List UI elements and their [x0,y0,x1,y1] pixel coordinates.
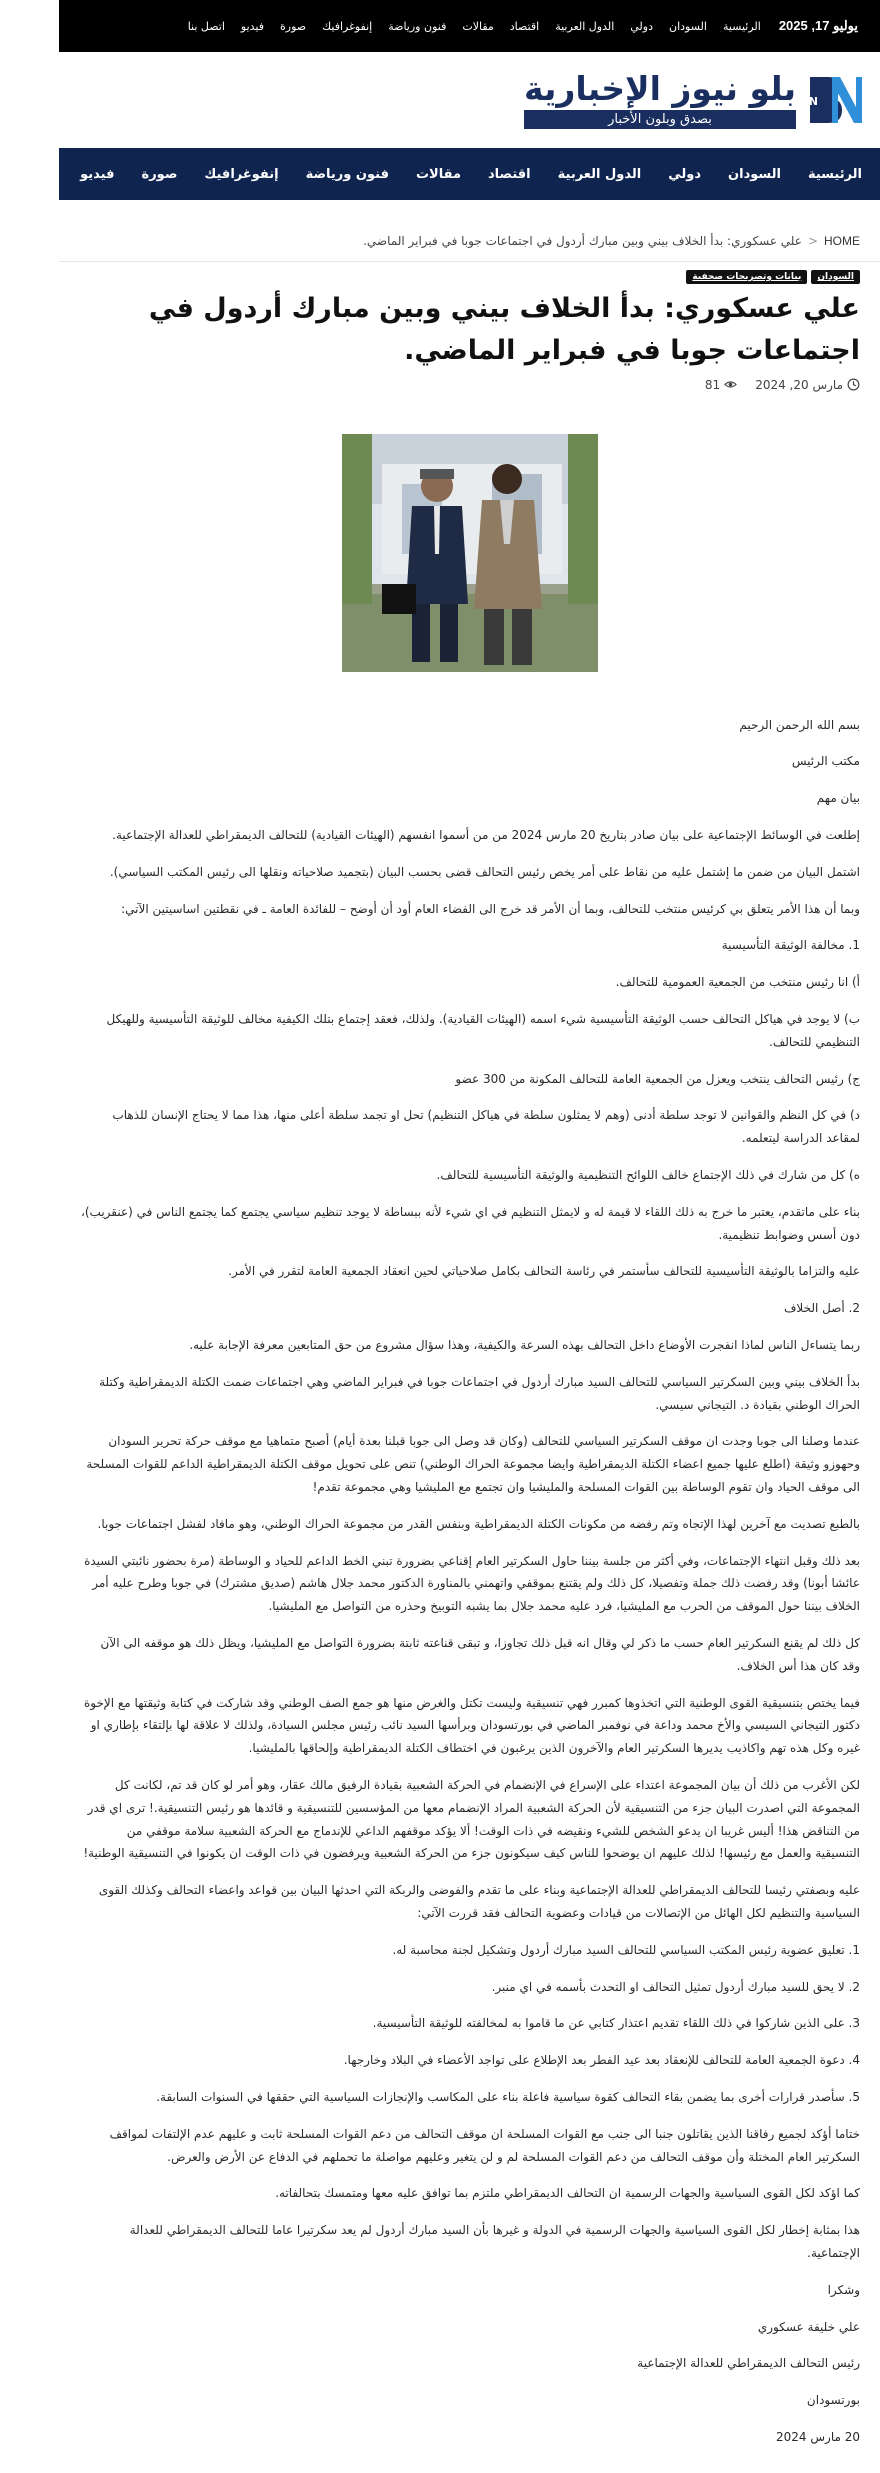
clock-icon [847,378,860,391]
article-paragraph: علي خليفة عسكوري [757,2319,860,2334]
article-paragraph: بيان مهم [816,791,860,806]
article-paragraph: 1. تعليق عضوية رئيس المكتب السياسي للتحالف السيد مبارك أردول وتشكيل لجنة محاسبة له. [392,1942,860,1957]
top-link[interactable]: مقالات [462,19,494,33]
article-image-wrapper [79,434,860,672]
current-date: يوليو 17, 2025 [778,18,858,33]
header [59,52,880,148]
article-paragraph: فيما يختص بتنسيقية القوى الوطنية التي اتخذوها كمبرر فهي تنسيقية وليست تكتل والغرض منها هو جمع الصف الوطني وقد شاركت في كتابة وثيقتها مع الإخوة دكتور التيجاني السيسي والأخ محمد وداعة في نوفمبر الماضي في بورتسودان وبرأسها السيد نائب رئيس مجلس السيادة، ولذلك لا علاقة لها بإلتقاء بإطاري او غيره وكل هذه تهم واكاذيب يديرها السكرتير العام والآخرون الذين يرغبون في اختطاف الكتلة الديمقراطية وإلحاقها بالمليشيا. [84,1695,860,1756]
article-paragraph: عندما وصلنا الى جوبا وجدت ان موقف السكرتير السياسي للتحالف (وكان قد وصل الى جوبا قبلنا بعدة أيام) أصبح متماهيا مع موقف حركة تحرير السودان وحهوزو وثيقة (اطلع عليها جميع اعضاء الكتلة الديمقراطية وايضا مجموعة الحراك الوطني) تنص على تحويل موقف الكتلة الديمقراطية الداعم للقوات المسلحة الى موقف الحياد وان تقوم الوساطة بين القوات المسلحة والمليشيا وان تجتمع مع المليشيا وهي مجموعة تقدم! [86,1434,860,1495]
nav-item[interactable]: دولي [668,166,702,182]
article-paragraph: بورتسودان [806,2393,860,2408]
bn-logo-icon [800,71,864,129]
article-paragraph: 5. سأصدر قرارات أخرى بما يضمن بقاء التحالف كقوة سياسية فاعلة بناء على المكاسب والإنجازات السياسية التي حققها في السنوات السابقة. [156,2089,860,2104]
category-badge[interactable]: بيانات وتصريحات صحفية [686,270,807,284]
top-link[interactable]: الرئيسية [722,19,761,33]
article-paragraph: 20 مارس 2024 [776,2429,860,2444]
nav-item[interactable]: الرئيسية [807,166,862,182]
site-title: بلو نيوز الإخبارية [523,69,796,109]
nav-item[interactable]: مقالات [415,166,461,182]
article-paragraph: ختاما أؤكد لجميع رفاقنا الذين يقاتلون جنبا الى جنب مع القوات المسلحة ان موقف التحالف من دعم القوات المسلحة ثابت و عليهم عدم الإلتفات لمواقف السكرتير العام المختلة وأن موقف التحالف من دعم القوات المسلحة لم و لن يتغير وعليهم مواصلة ما تحملهم في الدفاع عن الأرض والعرض. [109,2126,860,2164]
top-link[interactable]: إنفوغرافيك [322,19,373,33]
article-paragraph: لكن الأغرب من ذلك أن بيان المجموعة اعتداء على الإسراع في الإنضمام في الحركة الشعبية بقيادة الرفيق مالك عقار، وهو أمر لو كان قد تم، لكانت كل المجموعة التي اصدرت البيان جزء من التنسيقية لأن الحركة الشعبية المراد الإنضمام معها من المؤسسين للتنسيقية و قائدها هو رئيس التنسيقية.! ترى اي قدر من التناقض هذا! أليس غريبا ان يدعو الشخص للشيء ونقيضه في ذات الوقت! ألا يؤكد موقفهم الداعي للإندماج مع الحركة الشعبية سلامة موقفي من التنسيقية والعمل مع رئيسها! لذلك عليهم ان يوضحوا للناس كيف سيكونون جزء من الحركة الشعبية ويرفضون في ذات الوقت ان يكونوا في التنسيقية الوطنية! [83,1777,860,1861]
nav-item[interactable]: فنون ورياضة [305,166,389,182]
nav-item[interactable]: اتصل بنا [0,166,54,182]
site-logo[interactable] [524,71,864,129]
article-body [79,714,860,2473]
article-paragraph: كل ذلك لم يقنع السكرتير العام حسب ما ذكر لي وقال انه قبل ذلك تجاوزا، و تبقى قناعته ثابتة بضرورة التواصل مع المليشيا، ويظل ذلك هو موقفه الى الآن وقد كان هذا أس الخلاف. [100,1636,860,1673]
article-paragraph: بعد ذلك وقبل انتهاء الإجتماعات، وفي أكثر من جلسة بيننا حاول السكرتير العام إقناعي بضرورة تبني الخط الداعم للحياد و الوساطة (مرة بحضور نائبتي السيدة عائشا أبونا) وقد رفضت ذلك جملة وتفصيلا، كل ذلك ولم يقتنع بموقفي واتهمني بالمناورة الدكتور محمد جلال هاشم (صديق مشترك) في جوبا وطرح عليه أمر الخلاف بيننا حول الموقف من الحرب مع المليشيا، فرد عليه محمد جلال بما يشبه التوبيخ وحذره من التواصل مع المليشيا. [84,1553,860,1614]
eye-icon [724,378,737,391]
article-paragraph: ج) رئيس التحالف ينتخب ويعزل من الجمعية العامة للتحالف المكونة من 300 عضو [455,1071,860,1086]
article-paragraph: كما اؤكد لكل القوى السياسية والجهات الرسمية ان التحالف الديمقراطي ملتزم بما توافق عليه معها ومتمسك بتحالفاته. [275,2186,860,2201]
article-paragraph: بسم الله الرحمن الرحيم [739,717,860,732]
article-paragraph: بدأ الخلاف بيني وبين السكرتير السياسي للتحالف السيد مبارك أردول في اجتماعات جوبا في فبراير الماضي وهي اجتماعات ضمت الكتلة الديمقراطية وكتلة الحراك الوطني بقيادة د. التيجاني سيسي. [99,1374,860,1412]
svg-text:BN: BN [800,95,818,108]
article-paragraph: عليه والتزاما بالوثيقة التأسيسية للتحالف سأستمر في رئاسة التحالف بكامل صلاحياتي لحين انعقاد الجمعية العامة لتقرر في الأمر. [228,1264,860,1279]
article-meta [79,378,860,392]
article-paragraph: أ) انا رئيس منتخب من الجمعية العمومية للتحالف. [615,975,860,990]
nav-item[interactable]: إنفوغرافيك [204,166,279,182]
article-categories [79,270,860,284]
breadcrumb-home[interactable]: HOME [824,234,860,248]
article-paragraph: ربما يتساءل الناس لماذا انفجرت الأوضاع داخل التحالف بهذه السرعة والكيفية، وهذا سؤال مشروع من حق المتابعين معرفة الإجابة عليه. [189,1338,860,1353]
article-paragraph: رئيس التحالف الديمقراطي للعدالة الإجتماعية [637,2356,860,2371]
nav-item[interactable]: الدول العربية [557,166,642,182]
article-paragraph: بالطبع تصديت مع آخرين لهذا الإتجاه وتم رفضه من مكونات الكتلة الديمقراطية وبنفس القدر من مجموعة الحراك الوطني، وهو مافاد لفشل اجتماعات جوبا. [97,1516,860,1531]
nav-item[interactable]: صورة [141,166,178,182]
article-paragraph: ه) كل من شارك في ذلك الإجتماع خالف اللوائح التنظيمية والوثيقة التأسيسية للتحالف. [436,1168,860,1183]
top-link[interactable]: دولي [630,19,653,33]
article-paragraph: وشكرا [827,2282,860,2297]
article-paragraph: 4. دعوة الجمعية العامة للتحالف للإنعقاد بعد عيد الفطر بعد الإطلاع على تواجد الأعضاء في البلاد وخارجها. [343,2053,860,2068]
article-paragraph: 2. لا يحق للسيد مبارك أردول تمثيل التحالف او التحدث بأسمه في اي منبر. [491,1979,860,1994]
article-title: علي عسكوري: بدأ الخلاف بيني وبين مبارك أردول في اجتماعات جوبا في فبراير الماضي. [148,293,860,366]
article-paragraph: مكتب الرئيس [791,754,860,769]
date-text: مارس 20, 2024 [755,377,843,392]
top-link[interactable]: اتصل بنا [187,19,225,33]
top-link[interactable]: الدول العربية [555,19,615,33]
article-paragraph: وبما أن هذا الأمر يتعلق بي كرئيس منتخب للتحالف، وبما أن الأمر قد خرج الى الفضاء العام أود أن أوضح – للفائدة العامة ـ في نقطتين اساسيتين الآتي: [121,901,860,916]
top-link[interactable]: فيديو [240,19,265,33]
breadcrumb-current: علي عسكوري: بدأ الخلاف بيني وبين مبارك أردول في اجتماعات جوبا في فبراير الماضي. [363,234,802,248]
article-paragraph: بناء على ماتقدم، يعتبر ما خرج به ذلك اللقاء لا قيمة له و لايمثل التنظيم في اي شيء لأنه ببساطة لا يوجد تنظيم سياسي يجتمع كما يجتمع الناس في (عنقريب)، دون أسس وضوابط تنظيمية. [80,1204,860,1242]
publish-date [755,378,860,392]
article-paragraph: 3. على الذين شاركوا في ذلك اللقاء تقديم اعتذار كتابي عن ما قاموا به لمخالفته للوثيقة التأسيسية. [372,2016,860,2031]
category-badge[interactable]: السودان [811,270,860,284]
article-paragraph: ب) لا يوجد في هياكل التحالف حسب الوثيقة التأسيسية شيء اسمه (الهيئات القيادية). ولذلك، فعقد إجتماع بتلك الكيفية مخالف للوثيقة التأسيسية وللهيكل التنظيمي للتحالف. [106,1012,860,1049]
article-paragraph: اشتمل البيان من ضمن ما إشتمل عليه من نقاط على أمر يخص رئيس التحالف قضى بحسب البيان (بتجميد صلاحياته ونقلها الى رئيس المكتب السياسي). [109,864,860,879]
breadcrumb-separator: < [807,234,818,248]
article-paragraph: 2. أصل الخلاف [783,1301,860,1316]
breadcrumb [59,200,880,262]
article-paragraph: د) في كل النظم والقوانين لا توجد سلطة أدنى (وهم لا يمثلون سلطة في هياكل التنظيم) تحل او تجمد سلطة أعلى منها، هذا مما لا يحتاج الإنسان للذهاب لمقاعد الدراسة ليتعلمه. [112,1108,860,1146]
logo-text [524,71,796,128]
article-paragraph: هذا بمثابة إخطار لكل القوى السياسية والجهات الرسمية في الدولة و غيرها بأن السيد مبارك أردول لم يعد سكرتيرا عاما للتحالف الديمقراطي للعدالة الإجتماعية. [129,2223,860,2260]
nav-item[interactable]: اقتصاد [488,166,531,182]
top-link[interactable]: فنون ورياضة [388,19,447,33]
top-link[interactable]: اقتصاد [509,19,540,33]
nav-item[interactable]: السودان [728,166,781,182]
top-bar [59,0,880,52]
view-count [705,378,737,392]
article-photo[interactable] [342,434,598,672]
article-paragraph: عليه وبصفتي رئيسا للتحالف الديمقراطي للعدالة الإجتماعية وبناء على ما تقدم والفوضى والربكة التي احدثها البيان بين قواعد واعضاء التحالف وكذلك القوى السياسية والتنظيم لكل الهائل من الإتصالات من قيادات وعضوية التحالف فقد قررت الآتي: [98,1883,860,1920]
article [59,270,880,2473]
nav-item[interactable]: فيديو [80,166,115,182]
top-link[interactable]: صورة [280,19,307,33]
top-links [188,20,761,33]
views-text: 81 [704,377,721,392]
article-paragraph: 1. مخالفة الوثيقة التأسيسية [721,938,860,953]
top-link[interactable]: السودان [669,19,707,33]
site-tagline: بصدق وبلون الأخبار [524,110,796,129]
main-navigation [0,148,880,200]
article-paragraph: إطلعت في الوسائط الإجتماعية على بيان صادر بتاريخ 20 مارس 2024 من من أسموا انفسهم (الهيئات القيادية) للتحالف الديمقراطي للعدالة الإجتماعية. [112,828,860,843]
